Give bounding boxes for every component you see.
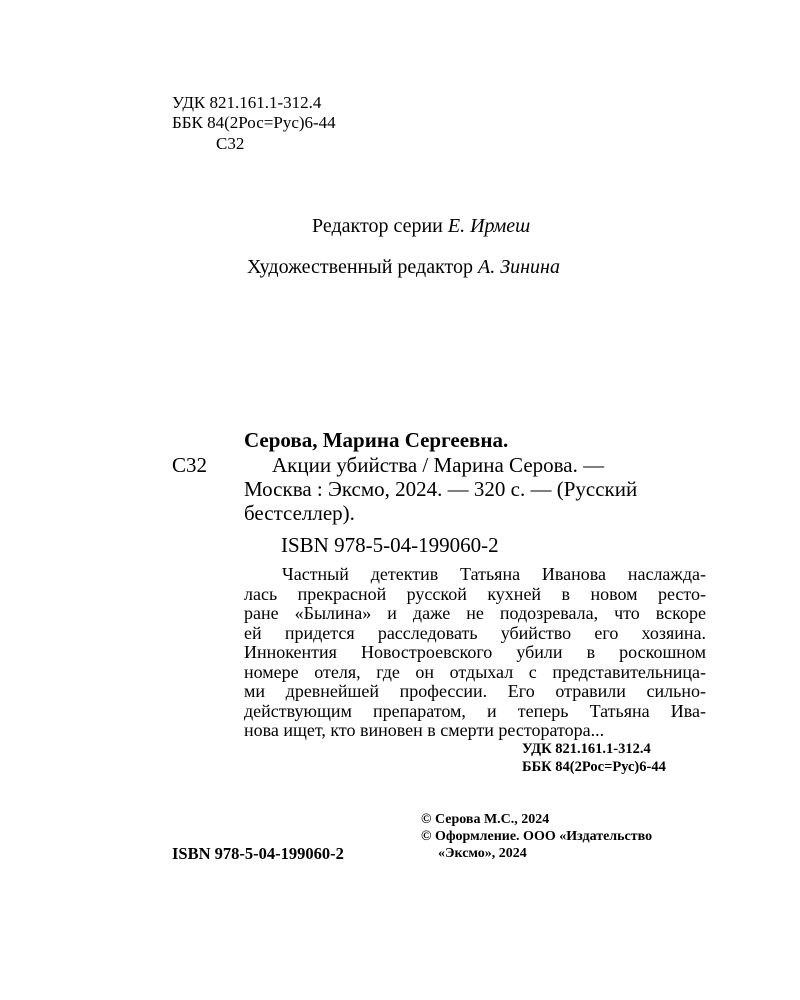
series-editor-label: Редактор серии [312, 215, 443, 237]
annotation-line: нова ищет, кто виновен в смерти ресторатора... [244, 720, 605, 740]
catalog-isbn: ISBN 978-5-04-199060-2 [281, 533, 499, 557]
series-editor-credit [312, 214, 530, 238]
annotation-line: ми древнейшей профессии. Его отравили сильно- [244, 681, 706, 701]
catalog-code: С32 [172, 453, 208, 477]
catalog-author: Серова, Марина Сергеевна. [244, 428, 509, 452]
udk-top: УДК 821.161.1-312.4 [172, 93, 322, 112]
catalog-biblio-line-2: Москва : Эксмо, 2024. — 320 с. — (Русский [244, 477, 638, 501]
art-editor-label: Художественный редактор [247, 256, 473, 278]
catalog-biblio-line-3: бестселлер). [244, 501, 355, 525]
author-code-top: С32 [216, 134, 245, 153]
footer-isbn: ISBN 978-5-04-199060-2 [172, 844, 344, 863]
art-editor-credit [247, 255, 560, 279]
catalog-bbk: ББК 84(2Рос=Рус)6-44 [522, 759, 666, 775]
annotation-line: Иннокентия Новостроевского убили в роскошном [244, 642, 706, 662]
copyright-line-3: «Эксмо», 2024 [438, 846, 527, 861]
copyright-line-1: © Серова М.С., 2024 [421, 812, 550, 827]
annotation-line: ране «Былина» и даже не подозревала, что вскоре [244, 603, 706, 623]
copyright-line-2: © Оформление. ООО «Издательство [421, 829, 653, 844]
annotation-line: номере отеля, где он отдыхал с представительница- [244, 661, 706, 682]
annotation-line: Частный детектив Татьяна Иванова наслажда- [282, 564, 706, 584]
bbk-top: ББК 84(2Рос=Рус)6-44 [172, 113, 336, 132]
annotation [244, 565, 706, 741]
catalog-udk: УДК 821.161.1-312.4 [522, 741, 651, 757]
art-editor-name: А. Зинина [478, 256, 560, 278]
series-editor-name: Е. Ирмеш [447, 215, 531, 237]
annotation-line: лась прекрасной русской кухней в новом ресто- [244, 583, 706, 604]
annotation-line: действующим препаратом, и теперь Татьяна Ива- [244, 700, 706, 721]
annotation-line: ей придется расследовать убийство его хозяина. [244, 622, 706, 643]
catalog-biblio-line-1: Акции убийства / Марина Серова. — [272, 453, 605, 477]
